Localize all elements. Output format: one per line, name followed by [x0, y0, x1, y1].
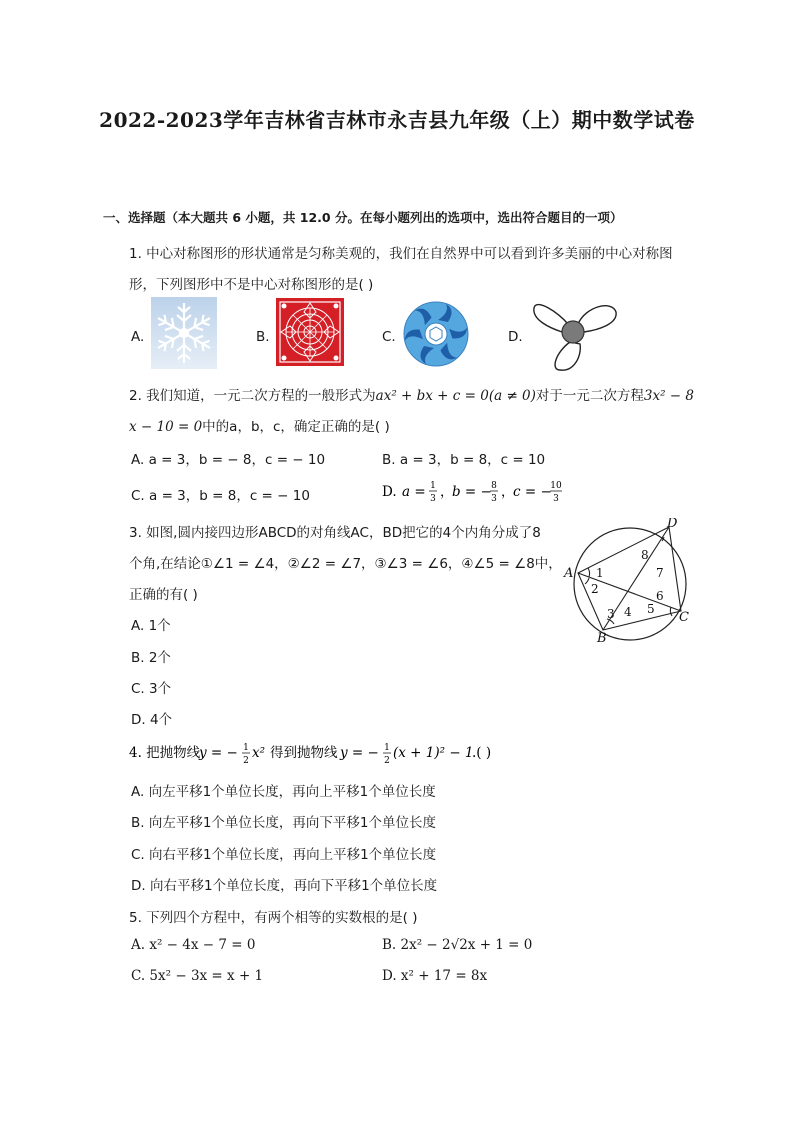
q1-option-d-label: D. [508, 329, 523, 345]
q2-option-d [380, 476, 580, 510]
q4-option-b: B. 向左平移1个单位长度，再向下平移1个单位长度 [131, 815, 437, 831]
q3-option-b: B. 2个 [131, 650, 171, 666]
q5-option-a: A. x² − 4x − 7 = 0 [131, 937, 256, 953]
q2-d-b-den: 3 [491, 494, 497, 504]
snowflake-image [151, 297, 217, 369]
q1-option-a-label: A. [131, 329, 145, 345]
blue-fan-image [402, 300, 470, 368]
q4-option-d: D. 向右平移1个单位长度，再向下平移1个单位长度 [131, 878, 438, 894]
vertex-c-label: C [679, 610, 689, 625]
q2-d-a-var: a = [402, 484, 426, 500]
q4-stem-pre: 4. 把抛物线 [129, 745, 201, 761]
angle-2-label: 2 [591, 582, 599, 596]
q2-d-sep2: ， [501, 484, 515, 500]
vertex-a-label: A [564, 566, 574, 581]
q4-option-c: C. 向右平移1个单位长度，再向上平移1个单位长度 [131, 847, 437, 863]
q2-option-c: C. a = 3，b = 8，c = − 10 [131, 488, 310, 504]
q3-line2: 个角,在结论①∠1 = ∠4，②∠2 = ∠7，③∠3 = ∠6，④∠5 = ∠8中， [129, 556, 562, 572]
propeller-image [528, 294, 620, 372]
paper-cut-image [276, 298, 344, 366]
q2-option-b: B. a = 3，b = 8，c = 10 [382, 452, 546, 468]
angle-arc-5 [670, 607, 672, 616]
q2-d-c-var: c = − [513, 484, 552, 500]
q2-general-form-equation: ax² + bx + c = 0(a ≠ 0) [375, 388, 536, 404]
q2-line1-text: 2. 我们知道，一元二次方程的一般形式为 [129, 388, 376, 404]
q5-option-b: B. 2x² − 2√2x + 1 = 0 [382, 937, 533, 953]
angle-7-label: 7 [656, 566, 664, 580]
q4-eq1-num: 1 [243, 743, 249, 753]
q4-eq1-lhs: y = − [199, 745, 238, 761]
q2-d-c-num: 10 [550, 481, 562, 491]
angle-arc-1 [588, 568, 590, 577]
q4-stem-post: .( ) [472, 745, 492, 761]
q4-eq1-rhs: x² [252, 745, 266, 761]
q2-option-a: A. a = 3，b = − 8，c = − 10 [131, 452, 326, 468]
q2-equation-part1: 3x² − 8 [643, 388, 695, 404]
cyclic-quadrilateral-figure [562, 518, 697, 648]
q1-line2: 形，下列图形中不是中心对称图形的是( ) [129, 277, 374, 293]
q1-line1: 1. 中心对称图形的形状通常是匀称美观的，我们在自然界中可以看到许多美丽的中心对称图 [129, 246, 673, 262]
angle-4-label: 4 [624, 605, 632, 619]
q4-option-a: A. 向左平移1个单位长度，再向上平移1个单位长度 [131, 784, 436, 800]
q2-line2-text: 中的a，b，c，确定正确的是( ) [202, 419, 390, 435]
angle-1-label: 1 [596, 566, 604, 580]
q4-eq2-num: 1 [384, 743, 390, 753]
q4-eq1-den: 2 [243, 756, 249, 766]
vertex-b-label: B [597, 631, 607, 646]
q2-option-d-label: D. [382, 484, 397, 500]
section-heading: 一、选择题（本大题共 6 小题，共 12.0 分。在每小题列出的选项中，选出符合题目的一项） [103, 210, 623, 225]
angle-6-label: 6 [656, 589, 664, 603]
q3-option-a: A. 1个 [131, 618, 171, 634]
q2-d-a-den: 3 [430, 494, 436, 504]
q2-equation-part2: x − 10 = 0 [129, 419, 203, 435]
angle-8-label: 8 [641, 548, 649, 562]
q4-stem-mid: 得到抛物线 [270, 745, 338, 761]
angle-3-label: 3 [607, 607, 615, 621]
q4-stem [127, 738, 527, 768]
q2-d-b-num: 8 [491, 481, 497, 491]
q3-line3: 正确的有( ) [129, 587, 198, 603]
q4-eq2-den: 2 [384, 756, 390, 766]
q5-option-c: C. 5x² − 3x = x + 1 [131, 968, 264, 984]
angle-arc-2 [585, 578, 589, 584]
q5-option-d: D. x² + 17 = 8x [382, 968, 488, 984]
q2-d-a-num: 1 [430, 481, 436, 491]
q2-line1 [129, 384, 694, 404]
q3-option-d: D. 4个 [131, 712, 173, 728]
q2-d-c-den: 3 [553, 494, 559, 504]
q2-line2 [129, 415, 390, 435]
q2-d-b-var: b = − [452, 484, 492, 500]
q4-eq2-lhs: y = − [340, 745, 379, 761]
q2-line1-mid: 对于一元二次方程 [535, 388, 644, 404]
q1-option-c-label: C. [382, 329, 396, 345]
q3-option-c: C. 3个 [131, 681, 172, 697]
q3-line1: 3. 如图,圆内接四边形ABCD的对角线AC，BD把它的4个内角分成了8 [129, 525, 541, 541]
q4-eq2-rhs: (x + 1)² − 1 [393, 745, 474, 761]
page-title: 2022-2023学年吉林省吉林市永吉县九年级（上）期中数学试卷 [99, 108, 695, 132]
q5-stem: 5. 下列四个方程中，有两个相等的实数根的是( ) [129, 910, 418, 926]
angle-5-label: 5 [647, 602, 655, 616]
q2-d-sep1: ， [440, 484, 454, 500]
q1-option-b-label: B. [256, 329, 270, 345]
vertex-d-label: D [667, 518, 678, 531]
